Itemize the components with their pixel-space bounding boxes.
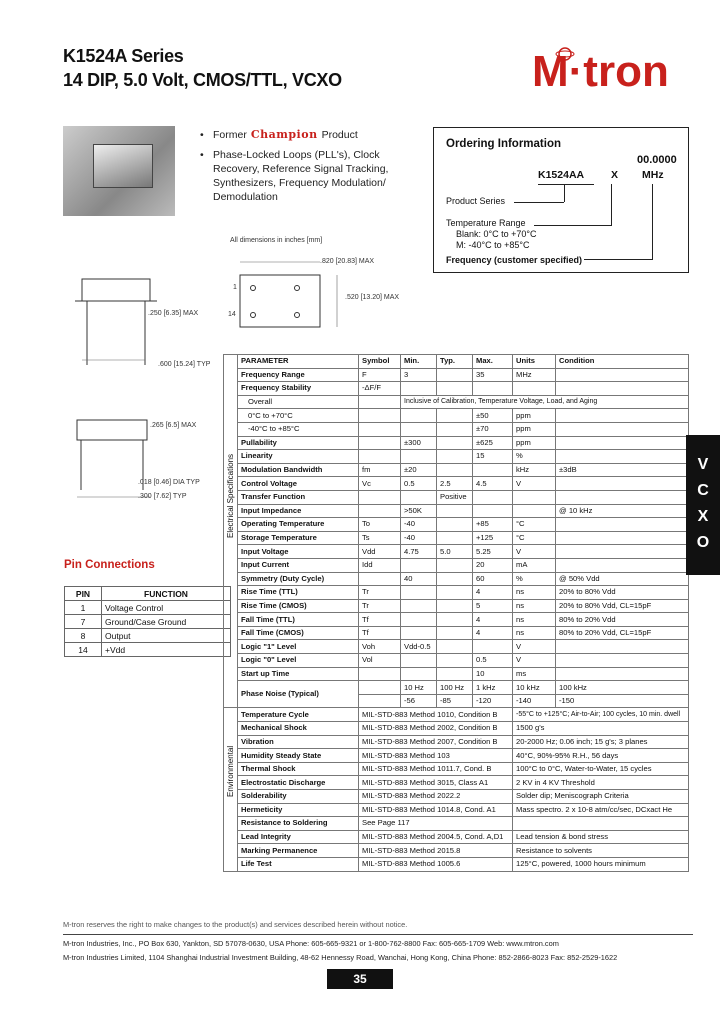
function-col-header: FUNCTION (102, 587, 231, 601)
ordering-title: Ordering Information (446, 138, 561, 150)
order-unit: MHz (642, 169, 664, 181)
table-row: Logic "0" Level Vol 0.5 V (224, 654, 689, 668)
pin14-label: 14 (228, 311, 236, 318)
phase-noise-row: Phase Noise (Typical) 10 Hz 100 Hz 1 kHz 10 kHz 100 kHz (224, 681, 689, 695)
table-row: Operating Temperature To -40 +85 °C (224, 518, 689, 532)
ordering-information-box (433, 127, 689, 273)
table-row: 8 Output (65, 629, 231, 643)
top-view-drawing (215, 240, 395, 340)
table-row: Environmental Temperature Cycle MIL-STD-883 Method 1010, Condition B -55°C to +125°C; Air-to-Air; 100 cycles, 10 min. dwell (224, 708, 689, 722)
table-row: Marking Permanence MIL-STD-883 Method 2015.8 Resistance to solvents (224, 844, 689, 858)
dim-length: .820 [20.83] MAX (320, 258, 375, 265)
table-row: Start up Time 10 ms (224, 667, 689, 681)
pin1-label: 1 (233, 284, 237, 291)
table-row: Fall Time (TTL) Tf 4 ns 80% to 20% Vdd (224, 613, 689, 627)
series-title: K1524A Series (63, 46, 184, 66)
order-freq-value: 00.0000 (637, 154, 677, 166)
table-row: Electrostatic Discharge MIL-STD-883 Method 3015, Class A1 2 KV in 4 KV Threshold (224, 776, 689, 790)
vcxo-side-tab: V C X O (686, 435, 720, 575)
order-x: X (611, 169, 619, 181)
order-part-number: K1524AA (538, 169, 585, 181)
pin-connections-table (64, 586, 231, 657)
feature-former-product: • Former Champion Product (200, 128, 410, 142)
table-row: Life Test MIL-STD-883 Method 1005.6 125°C, powered, 1000 hours minimum (224, 857, 689, 871)
units-note: All dimensions in inches [mm] (230, 237, 323, 244)
table-row: Storage Temperature Ts -40 +125 °C (224, 531, 689, 545)
dim-body-height: .265 [6.5] MAX (150, 422, 197, 429)
address-hk: M-tron Industries Limited, 1104 Shanghai Industrial Investment Building, 48-62 Hennessy Road, Wanchai, Hong Kong, China Phone: 852-2866-8023 Fax: 852-2529-1622 (63, 953, 618, 962)
table-row: Resistance to Soldering See Page 117 (224, 817, 689, 831)
pin-col-header: PIN (65, 587, 102, 601)
order-product-series: Product Series (446, 196, 506, 206)
table-row: Modulation Bandwidth fm ±20 kHz ±3dB (224, 463, 689, 477)
table-row: Control Voltage Vc 0.5 2.5 4.5 V (224, 477, 689, 491)
table-row: Linearity 15 % (224, 450, 689, 464)
order-temp-range: Temperature Range (446, 218, 526, 228)
dim-row-spacing: .300 [7.62] TYP (138, 493, 187, 500)
page-number: 35 (327, 969, 393, 989)
footer (63, 920, 693, 963)
pin-connections-heading: Pin Connections (64, 559, 155, 571)
table-row: Input Current Idd 20 mA (224, 558, 689, 572)
table-row: Mechanical Shock MIL-STD-883 Method 2002, Condition B 1500 g's (224, 722, 689, 736)
table-row: Input Voltage Vdd 4.75 5.0 5.25 V (224, 545, 689, 559)
table-row: Thermal Shock MIL-STD-883 Method 1011.7, Cond. B 100°C to 0°C, Water-to-Water, 15 cycles (224, 762, 689, 776)
table-row: Transfer Function Positive (224, 490, 689, 504)
table-row: Overall Inclusive of Calibration, Temperature Voltage, Load, and Aging (224, 395, 689, 409)
environmental-side-label: Environmental (224, 708, 238, 871)
table-row: Rise Time (CMOS) Tr 5 ns 20% to 80% Vdd, CL=15pF (224, 599, 689, 613)
table-row: 14 +Vdd (65, 643, 231, 657)
dim-height: .250 [6.35] MAX (148, 310, 199, 317)
phase-noise-values: -56 -85 -120 -140 -150 (224, 694, 689, 708)
logo-text: M·tron (532, 47, 669, 96)
table-row: 1 Voltage Control (65, 601, 231, 615)
table-row: Fall Time (CMOS) Tf 4 ns 80% to 20% Vdd, CL=15pF (224, 626, 689, 640)
dim-width: .520 [13.20] MAX (345, 294, 400, 301)
table-row: Frequency Stability -ΔF/F (224, 382, 689, 396)
table-row: Hermeticity MIL-STD-883 Method 1014.8, Cond. A1 Mass spectro. 2 x 10-8 atm/cc/sec, DCxact He (224, 803, 689, 817)
dim-pin-spacing: .600 [15.24] TYP (158, 361, 211, 368)
table-row: Frequency Range F 3 35 MHz (224, 368, 689, 382)
table-row: Symmetry (Duty Cycle) 40 60 % @ 50% Vdd (224, 572, 689, 586)
order-temp-m: M: -40°C to +85°C (456, 240, 530, 250)
order-frequency-spec: Frequency (customer specified) (446, 255, 583, 265)
feature-list (200, 128, 410, 210)
feature-applications: • Phase-Locked Loops (PLL's), Clock Recovery, Reference Signal Tracking, Synthesizers, Frequency Modulation/ Demodulation (200, 148, 410, 204)
table-row: Lead Integrity MIL-STD-883 Method 2004.5, Cond. A,D1 Lead tension & bond stress (224, 830, 689, 844)
table-row: 0°C to +70°C ±50 ppm (224, 409, 689, 423)
spec-header-row: Electrical Specifications PARAMETER Symbol Min. Typ. Max. Units Condition (224, 355, 689, 369)
table-row: Rise Time (TTL) Tr 4 ns 20% to 80% Vdd (224, 586, 689, 600)
specifications-table (223, 354, 689, 872)
table-row: Logic "1" Level Voh Vdd-0.5 V (224, 640, 689, 654)
product-subtitle: 14 DIP, 5.0 Volt, CMOS/TTL, VCXO (63, 70, 342, 90)
dim-pin-dia: .018 [0.46] DIA TYP (138, 479, 200, 486)
electrical-side-label: Electrical Specifications (224, 355, 238, 708)
table-row: Solderability MIL-STD-883 Method 2022.2 Solder dip; Meniscograph Criteria (224, 790, 689, 804)
disclaimer: M-tron reserves the right to make changes to the product(s) and services described herein without notice. (63, 920, 693, 935)
table-row: Input Impedance >50K @ 10 kHz (224, 504, 689, 518)
side-view-drawings (55, 230, 215, 510)
address-usa: M-tron Industries, Inc., PO Box 630, Yankton, SD 57078-0630, USA Phone: 605-665-9321 or 1-800-762-8800 Fax: 605-665-1709 Web: www.mtron.com (63, 939, 559, 948)
table-row: -40°C to +85°C ±70 ppm (224, 422, 689, 436)
table-row: Vibration MIL-STD-883 Method 2007, Condition B 20-2000 Hz; 0.06 inch; 15 g's; 3 planes (224, 735, 689, 749)
table-row: 7 Ground/Case Ground (65, 615, 231, 629)
order-temp-blank: Blank: 0°C to +70°C (456, 229, 537, 239)
product-photo (63, 126, 175, 216)
mtron-logo (532, 40, 692, 100)
table-row: Humidity Steady State MIL-STD-883 Method 103 40°C, 90%-95% R.H., 56 days (224, 749, 689, 763)
table-row: Pullability ±300 ±625 ppm (224, 436, 689, 450)
